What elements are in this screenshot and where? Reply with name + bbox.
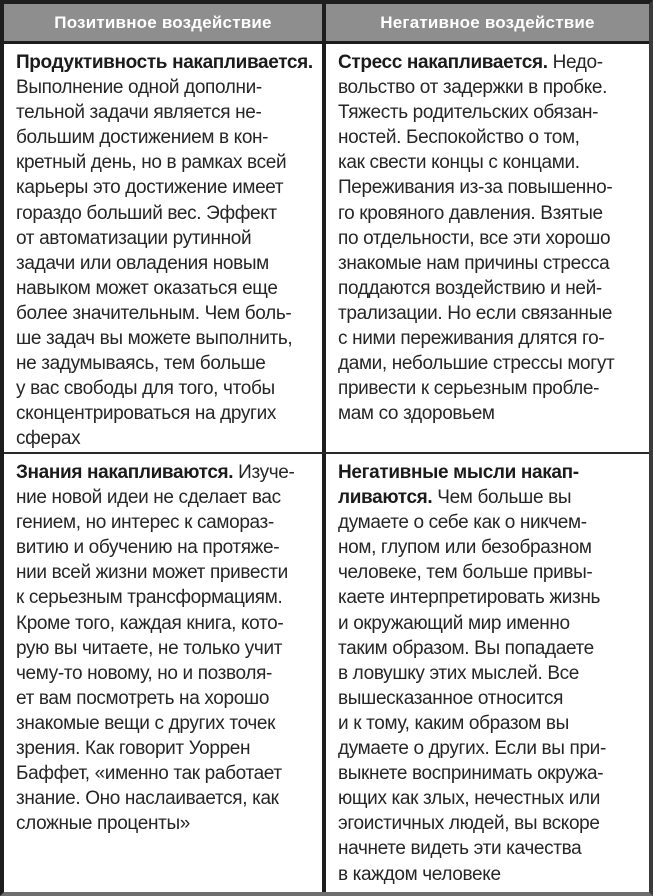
text-line: гораздо больший вес. Эффект xyxy=(16,202,277,224)
text-line: ном, глупом или безобразном xyxy=(338,537,592,559)
text-line: и окружающий мир именно xyxy=(338,612,570,634)
text-line: с ними переживания длятся го- xyxy=(338,328,605,350)
cell-productivity xyxy=(4,44,322,452)
text-line: го кровяного давления. Взятые xyxy=(338,202,603,224)
text-line: сконцентрироваться на других xyxy=(16,403,277,425)
text-line: сложные проценты» xyxy=(16,813,190,835)
text-line: ющих как злых, нечестных или xyxy=(338,788,600,810)
text-line: Негативные мысли накап- xyxy=(338,462,579,483)
text-line: ше задач вы можете выполнить, xyxy=(16,328,293,350)
text-line: поддаются воздействию и ней- xyxy=(338,277,602,299)
text-line: кретный день, но в рамках всей xyxy=(16,152,287,174)
text-line: Тяжесть родительских обязан- xyxy=(338,102,599,124)
text-line: у вас свободы для того, чтобы xyxy=(16,378,275,400)
text-line: к серьезным трансформациям. xyxy=(16,587,283,609)
text-line: ливаются. Чем больше вы xyxy=(338,487,572,509)
text-line: вышесказанное относится xyxy=(338,687,564,709)
header-cell-positive: Позитивное воздействие xyxy=(4,4,322,41)
text-line: гением, но интерес к самораз- xyxy=(16,512,274,534)
cell-knowledge xyxy=(4,454,322,892)
text-line: навыком может оказаться еще xyxy=(16,277,278,299)
text-line: трализации. Но если связанные xyxy=(338,302,613,324)
table-header-row xyxy=(4,4,649,41)
text-line: рую вы читаете, не только учит xyxy=(16,637,283,659)
text-line: карьеры это достижение имеет xyxy=(16,177,284,199)
text-line: ние новой идеи не сделает вас xyxy=(16,487,281,509)
text-line: и к тому, каким образом вы xyxy=(338,712,569,734)
text-line: не задумываясь, тем больше xyxy=(16,353,266,375)
text-line: Знания накапливаются. Изуче- xyxy=(16,462,295,483)
text-line: эгоистичных людей, вы вскоре xyxy=(338,813,600,835)
text-line: Выполнение одной дополни- xyxy=(16,77,262,99)
text-line: тельной задачи является не- xyxy=(16,102,262,124)
text-line: выкнете воспринимать окружа- xyxy=(338,763,604,785)
text-line: привести к серьезным пробле- xyxy=(338,378,600,400)
table-row xyxy=(4,454,649,892)
text-line: знакомые нам причины стресса xyxy=(338,252,610,274)
text-line: дами, небольшие стрессы могут xyxy=(338,353,615,375)
text-line: Кроме того, каждая книга, кото- xyxy=(16,612,284,634)
text-line: думаете о себе как о никчем- xyxy=(338,512,587,534)
text-line: вольство от задержки в пробке. xyxy=(338,77,608,99)
text-line: Продуктивность накапливается. xyxy=(16,52,313,73)
text-line: зрения. Как говорит Уоррен xyxy=(16,738,251,760)
text-line: по отдельности, все эти хорошо xyxy=(338,227,611,249)
text-line: человеке, тем больше привы- xyxy=(338,562,593,584)
cell-negative-thoughts xyxy=(326,454,649,892)
text-line: каете интерпретировать жизнь xyxy=(338,587,601,609)
text-line: нии всей жизни может привести xyxy=(16,562,288,584)
text-line: чему-то новому, но и позволя- xyxy=(16,662,273,684)
text-line: думаете о других. Если вы при- xyxy=(338,738,606,760)
text-line: мам со здоровьем xyxy=(338,403,495,425)
text-line: ет вам посмотреть на хорошо xyxy=(16,687,270,709)
text-line: Баффет, «именно так работает xyxy=(16,763,282,785)
text-line: как свести концы с концами. xyxy=(338,152,580,174)
text-line: сферах xyxy=(16,428,81,450)
text-line: знание. Оно наслаивается, как xyxy=(16,788,279,810)
text-line: ностей. Беспокойство о том, xyxy=(338,127,580,149)
text-line: большим достижением в кон- xyxy=(16,127,269,149)
text-line: в каждом человеке xyxy=(338,863,501,885)
text-line: начнете видеть эти качества xyxy=(338,838,582,860)
text-line: таким образом. Вы попадаете xyxy=(338,637,594,659)
text-line: от автоматизации рутинной xyxy=(16,227,252,249)
header-cell-negative: Негативное воздействие xyxy=(326,4,649,41)
text-line: витию и обучению на протяже- xyxy=(16,537,280,559)
text-line: Стресс накапливается. Недо- xyxy=(338,52,603,73)
text-line: задачи или овладения новым xyxy=(16,252,269,274)
text-line: Переживания из-за повышенно- xyxy=(338,177,613,199)
text-line: знакомые вещи с других точек xyxy=(16,712,276,734)
cell-stress xyxy=(326,44,649,452)
text-line: более значительным. Чем боль- xyxy=(16,302,292,324)
table-row xyxy=(4,44,649,452)
text-line: в ловушку этих мыслей. Все xyxy=(338,662,580,684)
